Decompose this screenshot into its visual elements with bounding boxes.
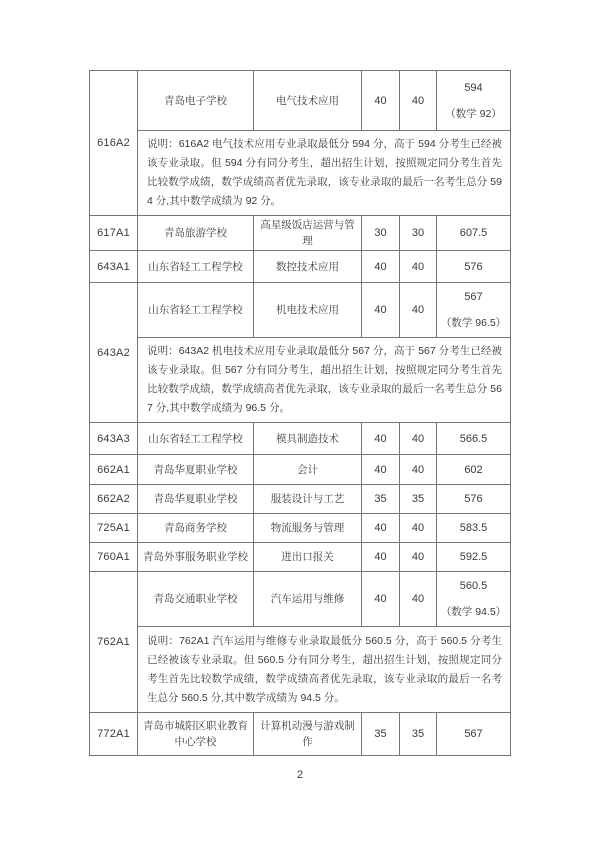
code-cell: 643A1 — [90, 251, 138, 283]
score-cell: 567 — [437, 713, 511, 756]
math-score-note: （数学 92） — [445, 107, 502, 120]
score-cell: 583.5 — [437, 514, 511, 543]
row-762A1-data — [90, 572, 511, 627]
major-cell: 电气技术应用 — [254, 71, 362, 131]
school-cell: 山东省轻工工程学校 — [138, 251, 254, 283]
note-cell: 说明：762A1 汽车运用与维修专业录取最低分 560.5 分，高于 560.5 分考生已经被该专业录取。但 560.5 分有同分考生，超出招生计划，按照规定同分考生首先比较数学成绩，数学成绩高者优先录取，该专业录取的最后一名考生总分 560.5 分,其中数学成绩为 94.5 分。 — [138, 627, 511, 713]
score-value: 567 — [464, 291, 483, 303]
admitted-cell: 30 — [400, 216, 437, 251]
code-cell: 643A2 — [90, 283, 138, 423]
row-616A2-note — [90, 131, 511, 216]
major-cell: 高星级饭店运营与管理 — [254, 216, 362, 251]
math-score-note: （数学 96.5） — [440, 317, 507, 329]
major-cell: 进出口报关 — [254, 543, 362, 572]
school-cell: 青岛商务学校 — [138, 514, 254, 543]
major-cell: 物流服务与管理 — [254, 514, 362, 543]
score-cell: 592.5 — [437, 543, 511, 572]
score-value: 594 — [464, 81, 483, 94]
code-cell: 643A3 — [90, 423, 138, 455]
admitted-cell: 40 — [400, 514, 437, 543]
score-cell — [437, 572, 511, 627]
plan-cell: 40 — [362, 251, 400, 283]
plan-cell: 40 — [362, 283, 400, 338]
school-cell: 青岛华夏职业学校 — [138, 455, 254, 485]
note-cell: 说明：643A2 机电技术应用专业录取最低分 567 分，高于 567 分考生已经被该专业录取。但 567 分有同分考生，超出招生计划，按照规定同分考生首先比较数学成绩，数学成绩高者优先录取，该专业录取的最后一名考生总分 567 分,其中数学成绩为 96.5 分。 — [138, 338, 511, 423]
plan-cell: 35 — [362, 713, 400, 756]
score-cell — [437, 283, 511, 338]
plan-cell: 40 — [362, 514, 400, 543]
row-643A2-note — [90, 338, 511, 423]
admitted-cell: 35 — [400, 485, 437, 514]
plan-cell: 40 — [362, 543, 400, 572]
score-cell: 576 — [437, 251, 511, 283]
row-662A2 — [90, 485, 511, 514]
row-762A1-note — [90, 627, 511, 713]
admitted-cell: 40 — [400, 71, 437, 131]
note-cell: 说明：616A2 电气技术应用专业录取最低分 594 分，高于 594 分考生已经被该专业录取。但 594 分有同分考生，超出招生计划，按照规定同分考生首先比较数学成绩，数学成绩高者优先录取，该专业录取的最后一名考生总分 594 分,其中数学成绩为 92 分。 — [138, 131, 511, 216]
school-cell: 青岛旅游学校 — [138, 216, 254, 251]
row-643A2-data — [90, 283, 511, 338]
math-score-note: （数学 94.5） — [440, 606, 507, 618]
major-cell: 计算机动漫与游戏制作 — [254, 713, 362, 756]
score-cell: 566.5 — [437, 423, 511, 455]
plan-cell: 30 — [362, 216, 400, 251]
row-725A1 — [90, 514, 511, 543]
row-616A2-data — [90, 71, 511, 131]
school-cell: 山东省轻工工程学校 — [138, 283, 254, 338]
admitted-cell: 35 — [400, 713, 437, 756]
score-cell: 607.5 — [437, 216, 511, 251]
school-cell: 青岛外事服务职业学校 — [138, 543, 254, 572]
row-662A1 — [90, 455, 511, 485]
major-cell: 会计 — [254, 455, 362, 485]
row-643A1 — [90, 251, 511, 283]
admitted-cell: 40 — [400, 572, 437, 627]
code-cell: 725A1 — [90, 514, 138, 543]
code-cell: 760A1 — [90, 543, 138, 572]
code-cell: 617A1 — [90, 216, 138, 251]
admission-scores-table — [89, 70, 511, 756]
plan-cell: 40 — [362, 455, 400, 485]
code-cell: 616A2 — [90, 71, 138, 216]
school-cell: 青岛交通职业学校 — [138, 572, 254, 627]
school-cell: 青岛电子学校 — [138, 71, 254, 131]
code-cell: 772A1 — [90, 713, 138, 756]
page-number: 2 — [296, 769, 304, 781]
row-772A1 — [90, 713, 511, 756]
major-cell: 汽车运用与维修 — [254, 572, 362, 627]
admitted-cell: 40 — [400, 283, 437, 338]
plan-cell: 40 — [362, 423, 400, 455]
score-cell: 602 — [437, 455, 511, 485]
plan-cell: 40 — [362, 572, 400, 627]
code-cell: 662A1 — [90, 455, 138, 485]
score-cell — [437, 71, 511, 131]
code-cell: 662A2 — [90, 485, 138, 514]
score-cell: 576 — [437, 485, 511, 514]
major-cell: 服装设计与工艺 — [254, 485, 362, 514]
plan-cell: 40 — [362, 71, 400, 131]
school-cell: 山东省轻工工程学校 — [138, 423, 254, 455]
school-cell: 青岛华夏职业学校 — [138, 485, 254, 514]
admitted-cell: 40 — [400, 455, 437, 485]
admitted-cell: 40 — [400, 423, 437, 455]
score-value: 560.5 — [459, 580, 488, 592]
major-cell: 机电技术应用 — [254, 283, 362, 338]
row-643A3 — [90, 423, 511, 455]
admitted-cell: 40 — [400, 251, 437, 283]
major-cell: 数控技术应用 — [254, 251, 362, 283]
plan-cell: 35 — [362, 485, 400, 514]
code-cell: 762A1 — [90, 572, 138, 713]
major-cell: 模具制造技术 — [254, 423, 362, 455]
admitted-cell: 40 — [400, 543, 437, 572]
row-617A1 — [90, 216, 511, 251]
school-cell: 青岛市城阳区职业教育中心学校 — [138, 713, 254, 756]
row-760A1 — [90, 543, 511, 572]
